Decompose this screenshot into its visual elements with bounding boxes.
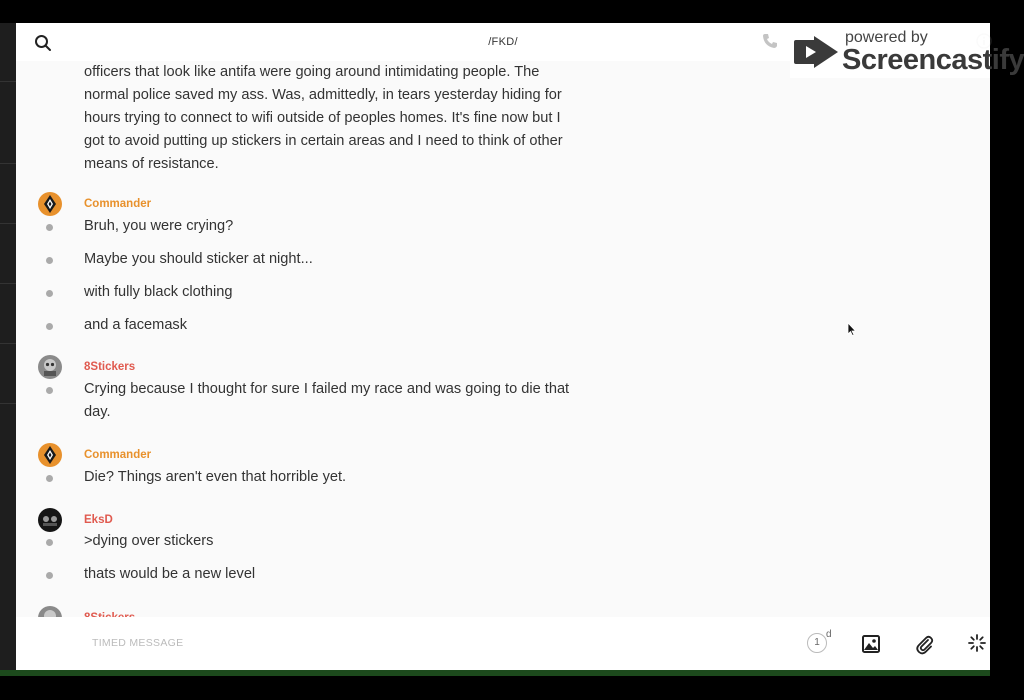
watermark-brand: Screencastify: [842, 44, 1024, 76]
message-text: Maybe you should sticker at night...: [84, 251, 313, 267]
image-icon[interactable]: [862, 635, 880, 653]
avatar-eksd[interactable]: [38, 508, 62, 532]
message-text: got to avoid putting up stickers in certain areas and I need to think of other: [84, 133, 563, 149]
message-text: Die? Things aren't even that horrible yet.: [84, 469, 347, 485]
phone-icon[interactable]: [762, 33, 778, 49]
message-text: and a facemask: [84, 317, 188, 333]
timer-value: 1: [807, 633, 827, 653]
message-text: officers that look like antifa were going around intimidating people. The: [84, 64, 540, 80]
timer-unit: d: [826, 629, 832, 640]
message-bullet: [46, 224, 53, 231]
left-window-strip: [0, 23, 16, 671]
message-bullet: [46, 572, 53, 579]
screencastify-logo-icon: [792, 32, 840, 72]
timer-button[interactable]: [807, 629, 837, 653]
paperclip-icon[interactable]: [915, 634, 933, 654]
message-text: means of resistance.: [84, 156, 219, 172]
sender-name[interactable]: Commander: [84, 198, 152, 210]
sender-name[interactable]: EksD: [84, 514, 113, 526]
message-bullet: [46, 257, 53, 264]
message-bullet: [46, 323, 53, 330]
message-text: hours trying to connect to wifi outside of peoples homes. It's fine now but I: [84, 110, 561, 126]
chat-window: [16, 23, 990, 671]
message-composer: [16, 617, 990, 671]
message-text: Bruh, you were crying?: [84, 218, 234, 234]
message-bullet: [46, 475, 53, 482]
avatar-8stickers[interactable]: [38, 355, 62, 379]
message-text: thats would be a new level: [84, 566, 256, 582]
message-text: Crying because I thought for sure I failed my race and was going to die that: [84, 381, 570, 397]
message-bullet: [46, 387, 53, 394]
message-text: normal police saved my ass. Was, admittedly, in tears yesterday hiding for: [84, 87, 562, 103]
message-list[interactable]: [16, 61, 990, 617]
timed-message-input[interactable]: TIMED MESSAGE: [92, 637, 184, 649]
sender-name[interactable]: Commander: [84, 449, 152, 461]
message-text: with fully black clothing: [84, 284, 233, 300]
avatar-commander[interactable]: [38, 192, 62, 216]
message-text: >dying over stickers: [84, 533, 214, 549]
message-text: day.: [84, 404, 111, 420]
message-bullet: [46, 290, 53, 297]
screencastify-watermark: [790, 26, 1024, 78]
taskbar-edge: [0, 670, 990, 676]
watermark-powered-by: powered by: [845, 29, 928, 46]
chat-title: /FKD/: [488, 36, 518, 48]
sparkle-icon[interactable]: [968, 634, 986, 652]
mouse-cursor-icon: [847, 322, 857, 336]
avatar-commander[interactable]: [38, 443, 62, 467]
message-bullet: [46, 539, 53, 546]
sender-name[interactable]: 8Stickers: [84, 361, 136, 373]
